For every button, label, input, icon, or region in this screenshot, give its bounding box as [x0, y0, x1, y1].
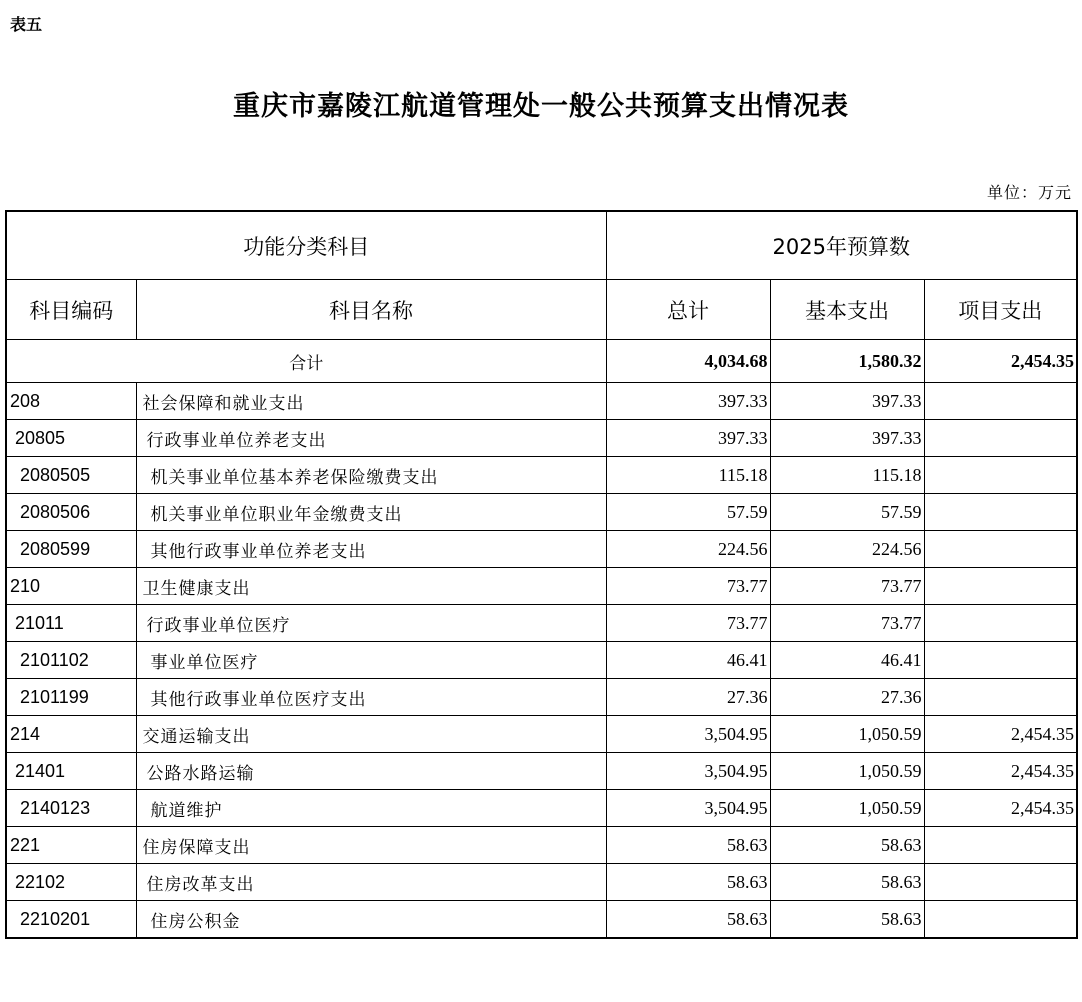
row-total: 27.36: [606, 679, 770, 716]
row-project: [924, 827, 1077, 864]
row-code: 2140123: [6, 790, 136, 827]
row-project: [924, 864, 1077, 901]
row-project: [924, 605, 1077, 642]
row-project: [924, 457, 1077, 494]
row-basic: 1,050.59: [770, 753, 924, 790]
row-name: 航道维护: [136, 790, 606, 827]
row-basic: 397.33: [770, 383, 924, 420]
row-name: 住房公积金: [136, 901, 606, 939]
budget-table: [5, 210, 1078, 939]
row-total: 224.56: [606, 531, 770, 568]
table-row: [6, 457, 1077, 494]
table-row: [6, 494, 1077, 531]
row-project: [924, 494, 1077, 531]
row-total: 3,504.95: [606, 790, 770, 827]
row-code: 2101199: [6, 679, 136, 716]
row-total: 46.41: [606, 642, 770, 679]
row-name: 卫生健康支出: [136, 568, 606, 605]
header-budget-2025: 2025年预算数: [606, 211, 1077, 280]
row-name: 公路水路运输: [136, 753, 606, 790]
row-total: 73.77: [606, 605, 770, 642]
row-basic: 1,050.59: [770, 790, 924, 827]
row-total: 58.63: [606, 864, 770, 901]
header-basic: 基本支出: [770, 280, 924, 340]
table-row: [6, 383, 1077, 420]
row-project: [924, 568, 1077, 605]
row-basic: 224.56: [770, 531, 924, 568]
row-total: 58.63: [606, 827, 770, 864]
row-code: 2210201: [6, 901, 136, 939]
header-function-category: 功能分类科目: [6, 211, 606, 280]
table-row: [6, 642, 1077, 679]
row-basic: 397.33: [770, 420, 924, 457]
row-code: 210: [6, 568, 136, 605]
row-name: 机关事业单位职业年金缴费支出: [136, 494, 606, 531]
row-name: 社会保障和就业支出: [136, 383, 606, 420]
row-basic: 58.63: [770, 864, 924, 901]
row-project: [924, 642, 1077, 679]
row-code: 21401: [6, 753, 136, 790]
row-name: 住房改革支出: [136, 864, 606, 901]
row-basic: 27.36: [770, 679, 924, 716]
row-project: 2,454.35: [924, 716, 1077, 753]
table-row: [6, 901, 1077, 939]
row-basic: 57.59: [770, 494, 924, 531]
total-basic: 1,580.32: [770, 340, 924, 383]
row-project: 2,454.35: [924, 790, 1077, 827]
table-row: [6, 679, 1077, 716]
page-title: 重庆市嘉陵江航道管理处一般公共预算支出情况表: [233, 91, 849, 122]
unit-label: 单位：万元: [986, 183, 1072, 202]
table-row: [6, 864, 1077, 901]
header-project: 项目支出: [924, 280, 1077, 340]
table-row: [6, 531, 1077, 568]
table-row: [6, 420, 1077, 457]
header-code: 科目编码: [6, 280, 136, 340]
table-row: [6, 827, 1077, 864]
row-code: 2080505: [6, 457, 136, 494]
row-code: 2080506: [6, 494, 136, 531]
row-project: [924, 901, 1077, 939]
row-total: 3,504.95: [606, 753, 770, 790]
row-project: [924, 679, 1077, 716]
row-code: 21011: [6, 605, 136, 642]
table-row: [6, 568, 1077, 605]
row-name: 机关事业单位基本养老保险缴费支出: [136, 457, 606, 494]
row-basic: 73.77: [770, 568, 924, 605]
row-basic: 58.63: [770, 827, 924, 864]
row-total: 57.59: [606, 494, 770, 531]
row-project: 2,454.35: [924, 753, 1077, 790]
row-basic: 115.18: [770, 457, 924, 494]
total-row: [6, 340, 1077, 383]
row-basic: 58.63: [770, 901, 924, 939]
table-number: 表五: [10, 15, 43, 34]
row-name: 行政事业单位医疗: [136, 605, 606, 642]
row-total: 3,504.95: [606, 716, 770, 753]
table-row: [6, 790, 1077, 827]
row-total: 58.63: [606, 901, 770, 939]
row-project: [924, 420, 1077, 457]
header-name: 科目名称: [136, 280, 606, 340]
row-project: [924, 531, 1077, 568]
row-code: 2101102: [6, 642, 136, 679]
row-name: 事业单位医疗: [136, 642, 606, 679]
row-total: 115.18: [606, 457, 770, 494]
total-project: 2,454.35: [924, 340, 1077, 383]
row-basic: 1,050.59: [770, 716, 924, 753]
row-name: 行政事业单位养老支出: [136, 420, 606, 457]
row-code: 214: [6, 716, 136, 753]
row-total: 397.33: [606, 383, 770, 420]
total-label: 合计: [6, 340, 606, 383]
row-total: 397.33: [606, 420, 770, 457]
table-row: [6, 605, 1077, 642]
row-total: 73.77: [606, 568, 770, 605]
row-code: 2080599: [6, 531, 136, 568]
row-code: 22102: [6, 864, 136, 901]
row-name: 住房保障支出: [136, 827, 606, 864]
row-basic: 46.41: [770, 642, 924, 679]
total-sum: 4,034.68: [606, 340, 770, 383]
row-name: 其他行政事业单位医疗支出: [136, 679, 606, 716]
table-row: [6, 716, 1077, 753]
row-basic: 73.77: [770, 605, 924, 642]
row-name: 交通运输支出: [136, 716, 606, 753]
row-name: 其他行政事业单位养老支出: [136, 531, 606, 568]
row-code: 20805: [6, 420, 136, 457]
header-total: 总计: [606, 280, 770, 340]
row-code: 208: [6, 383, 136, 420]
row-code: 221: [6, 827, 136, 864]
row-project: [924, 383, 1077, 420]
table-row: [6, 753, 1077, 790]
